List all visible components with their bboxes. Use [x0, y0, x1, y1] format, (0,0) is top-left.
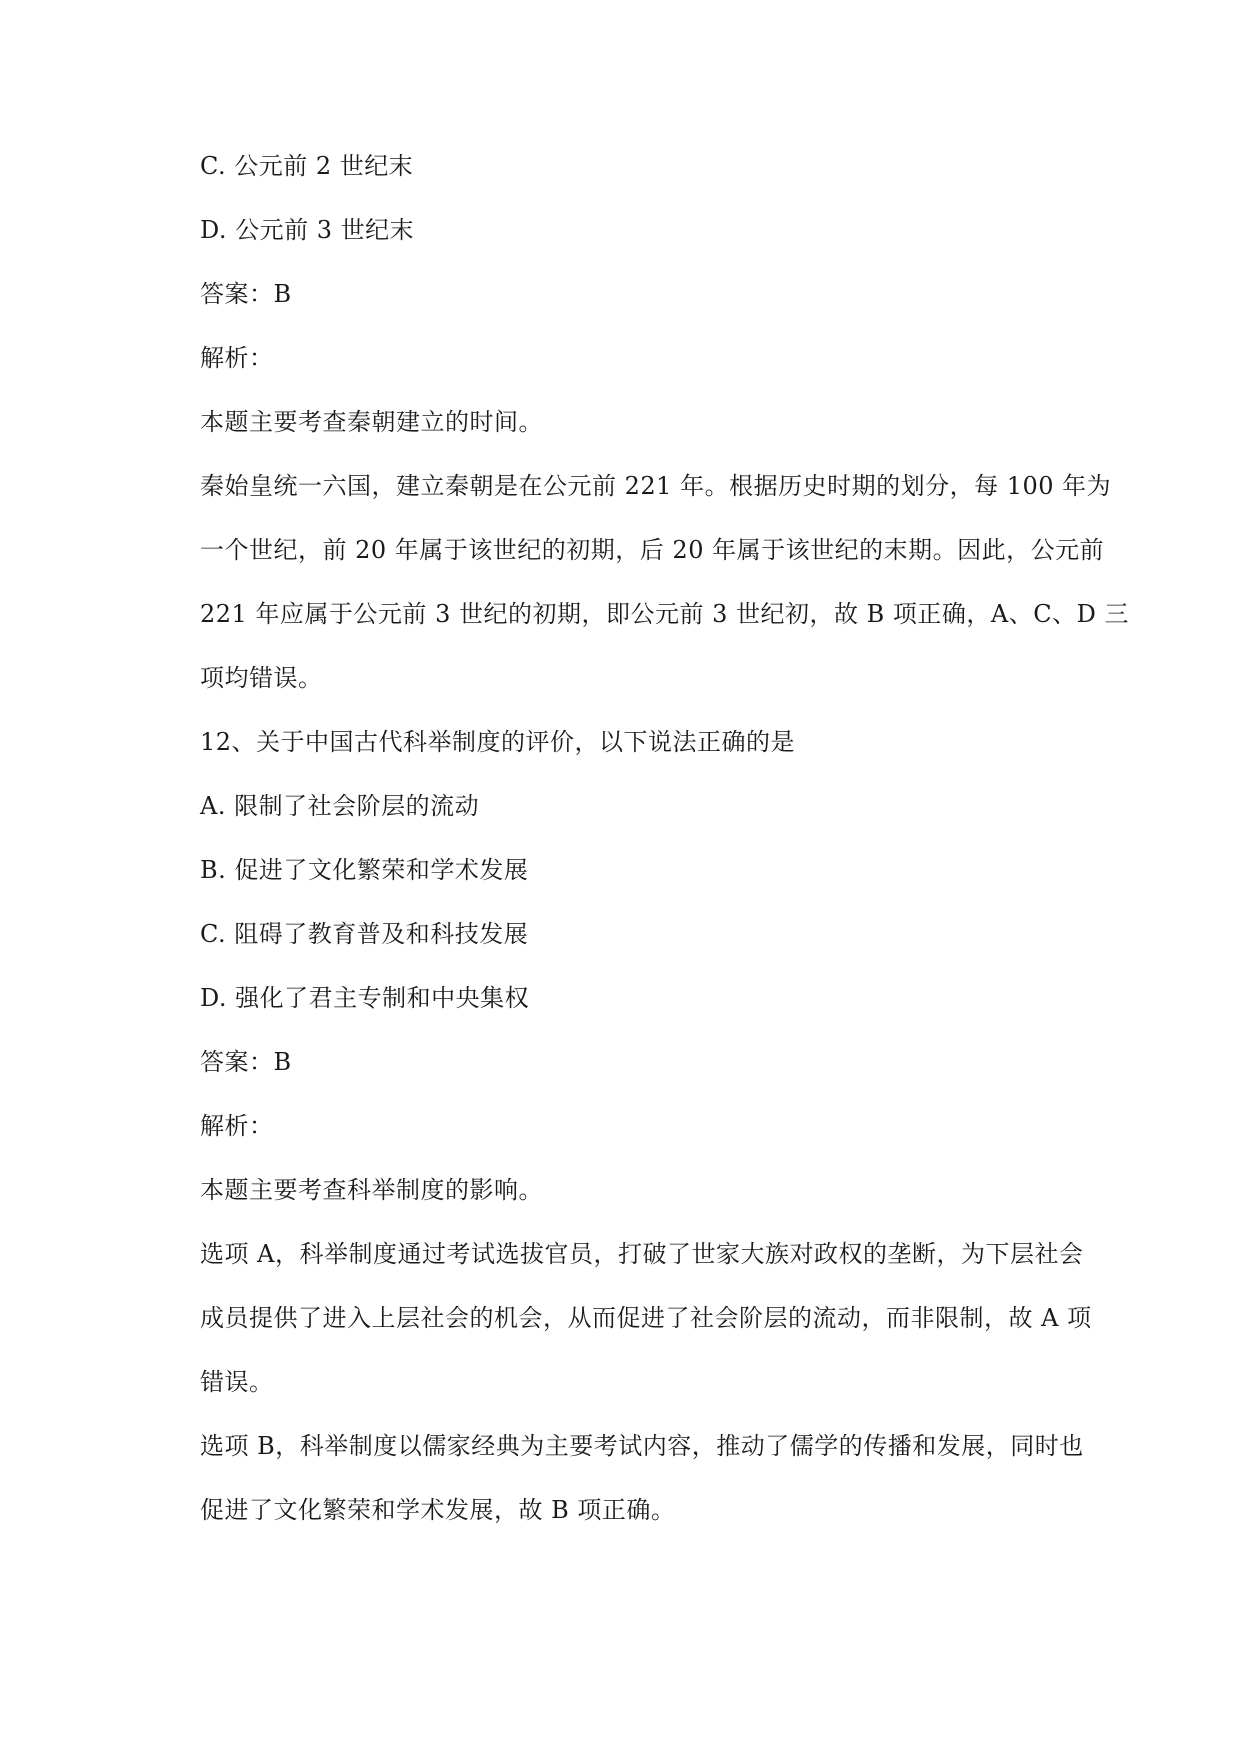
q11-analysis-line: 一个世纪，前 20 年属于该世纪的初期，后 20 年属于该世纪的末期。因此，公元前	[200, 536, 1105, 564]
q12-analysis-line: 本题主要考查科举制度的影响。	[200, 1176, 543, 1204]
q11-option-d: D. 公元前 3 世纪末	[200, 216, 415, 244]
q11-analysis-line: 项均错误。	[200, 664, 323, 692]
q12-option-c: C. 阻碍了教育普及和科技发展	[200, 920, 529, 948]
q11-option-c: C. 公元前 2 世纪末	[200, 152, 414, 180]
q12-option-a: A. 限制了社会阶层的流动	[200, 792, 480, 820]
q12-question: 12、关于中国古代科举制度的评价，以下说法正确的是	[200, 728, 796, 756]
q12-analysis-line: 错误。	[200, 1368, 274, 1396]
q11-answer: 答案：B	[200, 280, 292, 308]
q11-analysis-line: 秦始皇统一六国，建立秦朝是在公元前 221 年。根据历史时期的划分，每 100 年为	[200, 472, 1112, 500]
q11-analysis-label: 解析：	[200, 344, 274, 372]
q12-option-d: D. 强化了君主专制和中央集权	[200, 984, 530, 1012]
q12-analysis-line: 促进了文化繁荣和学术发展，故 B 项正确。	[200, 1496, 676, 1524]
q12-answer: 答案：B	[200, 1048, 292, 1076]
q12-option-b: B. 促进了文化繁荣和学术发展	[200, 856, 529, 884]
q12-analysis-line: 成员提供了进入上层社会的机会，从而促进了社会阶层的流动，而非限制，故 A 项	[200, 1304, 1092, 1332]
q12-analysis-line: 选项 A，科举制度通过考试选拔官员，打破了世家大族对政权的垄断，为下层社会	[200, 1240, 1084, 1268]
q11-analysis-line: 221 年应属于公元前 3 世纪的初期，即公元前 3 世纪初，故 B 项正确，A、C、D 三	[200, 600, 1129, 628]
q11-analysis-line: 本题主要考查秦朝建立的时间。	[200, 408, 543, 436]
q12-analysis-line: 选项 B，科举制度以儒家经典为主要考试内容，推动了儒学的传播和发展，同时也	[200, 1432, 1084, 1460]
q12-analysis-label: 解析：	[200, 1112, 274, 1140]
